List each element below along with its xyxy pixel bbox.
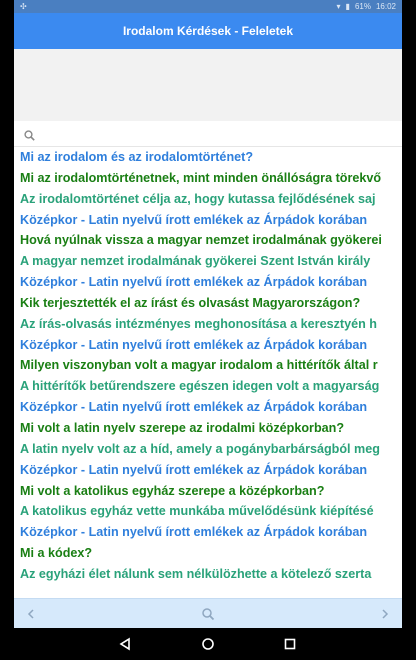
question-item[interactable]: Milyen viszonyban volt a magyar irodalom a hittérítők által r bbox=[20, 358, 378, 373]
search-icon[interactable] bbox=[201, 607, 215, 621]
app-bar bbox=[14, 13, 402, 49]
chevron-left-icon[interactable] bbox=[24, 607, 38, 621]
answer-item[interactable]: Az írás-olvasás intézményes meghonosítása a keresztyén h bbox=[20, 316, 377, 331]
question-item[interactable]: Mi volt a katolikus egyház szerepe a középkorban? bbox=[20, 483, 325, 498]
category-header[interactable]: Mi az irodalom és az irodalomtörténet? bbox=[20, 150, 254, 164]
home-circle-icon[interactable] bbox=[201, 637, 215, 651]
category-header[interactable]: Középkor - Latin nyelvű írott emlékek az Árpádok korában bbox=[20, 400, 368, 415]
answer-item[interactable]: Az egyházi élet nálunk sem nélkülözhette a kötelező szerta bbox=[20, 566, 372, 581]
wifi-icon: ▾ bbox=[336, 2, 341, 11]
bottom-nav-bar bbox=[14, 598, 402, 628]
category-header[interactable]: Középkor - Latin nyelvű írott emlékek az Árpádok korában bbox=[20, 337, 368, 352]
answer-item[interactable]: A magyar nemzet irodalmának gyökerei Szent István király bbox=[20, 254, 371, 269]
answer-item[interactable]: Az irodalomtörténet célja az, hogy kutassa fejlődésének saj bbox=[20, 191, 376, 206]
question-item[interactable]: Mi az irodalomtörténetnek, mint minden önállóságra törekvő bbox=[20, 170, 382, 185]
app-title: Irodalom Kérdések - Feleletek bbox=[122, 24, 294, 38]
ad-banner bbox=[14, 49, 402, 121]
search-icon bbox=[24, 128, 35, 146]
category-header[interactable]: Középkor - Latin nyelvű írott emlékek az Árpádok korában bbox=[20, 212, 368, 227]
answer-item[interactable]: A latin nyelv volt az a híd, amely a pogánybarbárságból meg bbox=[20, 441, 380, 456]
search-input[interactable] bbox=[40, 124, 394, 144]
category-header[interactable]: Középkor - Latin nyelvű írott emlékek az Árpádok korában bbox=[20, 525, 368, 540]
search-bar[interactable] bbox=[14, 121, 402, 147]
question-item[interactable]: Mi a kódex? bbox=[20, 546, 93, 561]
status-bar bbox=[14, 0, 402, 13]
back-triangle-icon[interactable] bbox=[118, 637, 132, 651]
battery-level: 61% bbox=[354, 2, 371, 11]
recents-square-icon[interactable] bbox=[283, 637, 297, 651]
question-item[interactable]: Kik terjesztették el az írást és olvasást Magyarországon? bbox=[20, 295, 361, 310]
app-notification-icon: ✣ bbox=[20, 2, 27, 11]
question-item[interactable]: Hová nyúlnak vissza a magyar nemzet irodalmának gyökerei bbox=[20, 233, 382, 248]
chevron-right-icon[interactable] bbox=[378, 607, 392, 621]
system-nav-bar bbox=[0, 628, 416, 660]
category-header[interactable]: Középkor - Latin nyelvű írott emlékek az Árpádok korában bbox=[20, 275, 368, 290]
qa-list[interactable] bbox=[14, 147, 402, 598]
category-header[interactable]: Középkor - Latin nyelvű írott emlékek az Árpádok korában bbox=[20, 462, 368, 477]
question-item[interactable]: Mi volt a latin nyelv szerepe az irodalmi középkorban? bbox=[20, 420, 345, 435]
answer-item[interactable]: A hittérítők betűrendszere egészen idegen volt a magyarság bbox=[20, 379, 380, 394]
clock: 16:02 bbox=[375, 2, 396, 11]
answer-item[interactable]: A katolikus egyház vette munkába művelődésünk kiépítésé bbox=[20, 504, 374, 519]
battery-icon: ▮ bbox=[345, 2, 350, 11]
